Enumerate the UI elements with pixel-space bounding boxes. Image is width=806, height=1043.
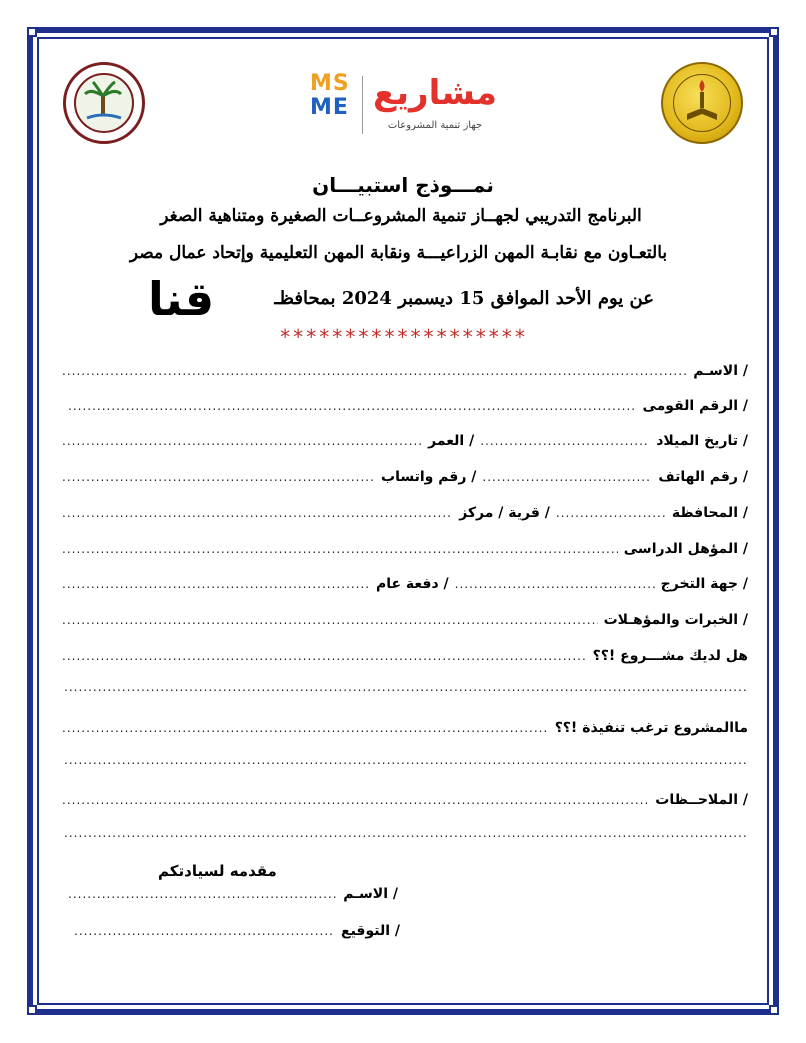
msme-latin-mark: MS ME xyxy=(310,71,350,120)
graduation-field[interactable] xyxy=(62,573,748,595)
border-corner xyxy=(769,27,779,37)
border-corner xyxy=(27,1005,37,1015)
name-field[interactable] xyxy=(62,360,748,382)
form-title: نمـــوذج استبيـــان xyxy=(312,173,494,197)
program-subtitle: البرنامج التدريبي لجهــاز تنمية المشروعــات الصغيرة ومتناهية الصغر xyxy=(160,206,642,226)
presented-by: مقدمه لسيادتكم xyxy=(158,862,277,880)
graduation-blank[interactable] xyxy=(455,577,655,591)
handwritten-governorate: قنا xyxy=(148,272,215,326)
has-project-blank-line[interactable] xyxy=(64,680,748,700)
class-year-blank[interactable] xyxy=(62,573,370,595)
project-wanted-blank[interactable] xyxy=(62,717,549,739)
qualification-blank[interactable] xyxy=(62,538,618,560)
class-year-label: دفعة عام / xyxy=(375,576,449,592)
national-id-blank[interactable] xyxy=(68,395,636,417)
governorate-blank[interactable] xyxy=(556,506,666,520)
logo-divider xyxy=(362,76,363,134)
experience-blank[interactable] xyxy=(62,609,598,631)
signature-field[interactable] xyxy=(74,920,400,942)
has-project-field[interactable] xyxy=(62,645,748,667)
teachers-syndicate-seal xyxy=(661,62,743,144)
birth-date-label: تاريخ الميلاد / xyxy=(656,433,748,449)
age-blank[interactable] xyxy=(62,430,422,452)
notes-field[interactable] xyxy=(62,789,748,811)
qualification-field[interactable] xyxy=(62,538,748,560)
experience-label: الخبرات والمؤهـلات / xyxy=(603,612,748,628)
notes-label: الملاحــظات / xyxy=(655,792,748,808)
msme-logo xyxy=(310,72,500,144)
birth-date-blank[interactable] xyxy=(480,434,650,448)
agricultural-syndicate-seal xyxy=(63,62,145,144)
governorate-label: المحافظة / xyxy=(671,505,748,521)
national-id-field[interactable] xyxy=(68,395,748,417)
has-project-blank[interactable] xyxy=(62,645,587,667)
palm-tree-icon xyxy=(63,62,145,144)
village-center-label: قرية / مركز / xyxy=(459,505,550,521)
signer-name-blank[interactable] xyxy=(68,883,337,905)
logo-subtitle: جهاز تنمية المشروعات xyxy=(387,120,483,131)
border-corner xyxy=(769,1005,779,1015)
national-id-label: الرقم القومى / xyxy=(642,398,748,414)
phone-blank[interactable] xyxy=(482,470,652,484)
experience-field[interactable] xyxy=(62,609,748,631)
phone-field[interactable] xyxy=(62,466,748,488)
signer-name-field[interactable] xyxy=(68,883,398,905)
event-date: عن يوم الأحد الموافق 15 ديسمبر 2024 بمحافظـ xyxy=(274,288,654,309)
signer-name-label: الاسـم / xyxy=(343,886,398,902)
graduation-label: جهة التخرج / xyxy=(660,576,748,592)
border-corner xyxy=(27,27,37,37)
has-project-label: هل لديك مشـــروع !؟؟ xyxy=(592,648,748,664)
signature-blank[interactable] xyxy=(74,920,335,942)
birth-date-field[interactable] xyxy=(62,430,748,452)
cooperation-subtitle: بالتعـاون مع نقابـة المهن الزراعيـــة ونقابة المهن التعليمية وإتحاد عمال مصر xyxy=(129,243,668,263)
notes-blank-line[interactable] xyxy=(64,826,748,846)
project-wanted-blank-line[interactable] xyxy=(64,753,748,773)
phone-label: رقم الهاتف / xyxy=(658,469,748,485)
signature-label: التوقيع / xyxy=(341,923,400,939)
name-blank[interactable] xyxy=(62,360,687,382)
qualification-label: المؤهل الدراسى / xyxy=(623,541,748,557)
notes-blank[interactable] xyxy=(62,789,649,811)
age-label: العمر / xyxy=(428,433,475,449)
whatsapp-blank[interactable] xyxy=(62,466,375,488)
mashrou3-logo-text: مشاريع xyxy=(373,73,497,113)
village-center-blank[interactable] xyxy=(62,502,453,524)
whatsapp-label: رقم واتساب / xyxy=(381,469,477,485)
governorate-field[interactable] xyxy=(62,502,748,524)
stars-divider: ******************* xyxy=(279,325,527,349)
project-wanted-label: ماالمشروع ترغب تنفيذة !؟؟ xyxy=(554,720,748,736)
torch-book-icon xyxy=(661,62,743,144)
project-wanted-field[interactable] xyxy=(62,717,748,739)
name-label: الاسـم / xyxy=(693,363,748,379)
